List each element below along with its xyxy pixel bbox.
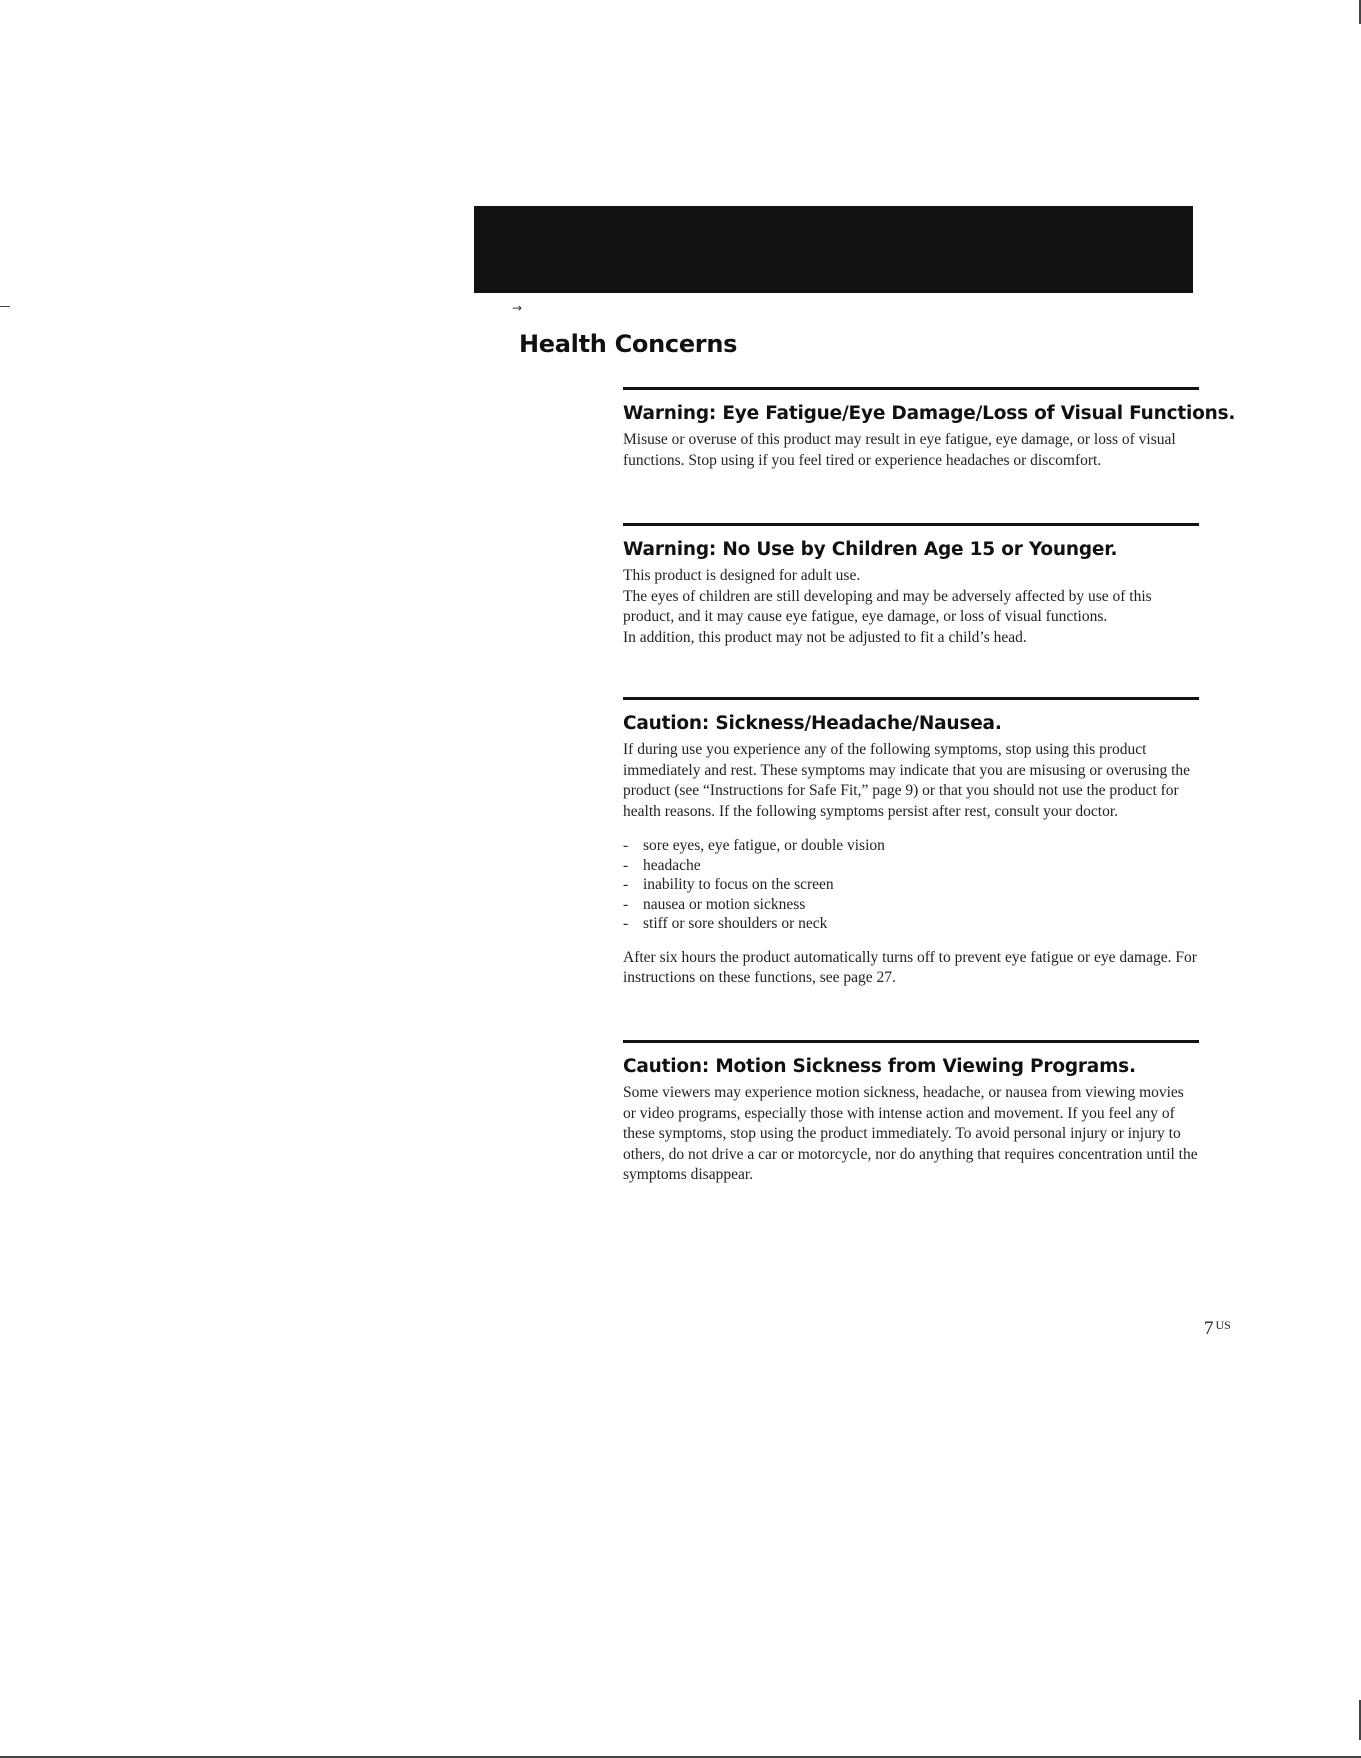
list-bullet: - xyxy=(623,895,629,913)
section-paragraph: The eyes of children are still developing and may be adversely affected by use of this product, and it may cause eye fatigue, eye damage, or loss of visual functions. xyxy=(623,587,1152,625)
section-eye-fatigue xyxy=(623,387,1236,471)
section-paragraph: If during use you experience any of the following symptoms, stop using this product immediately and rest. These symptoms may indicate that you are misusing or overusing the product (see “Instructions for Safe Fit,” page 9) or that you should not use the product for health reasons. If the following symptoms persist after rest, consult your doctor. xyxy=(623,741,1191,820)
section-heading: Warning: Eye Fatigue/Eye Damage/Loss of Visual Functions. xyxy=(623,403,1236,424)
list-bullet: - xyxy=(623,915,629,932)
page-number xyxy=(1204,1318,1231,1340)
section-heading: Caution: Motion Sickness from Viewing Programs. xyxy=(623,1056,1136,1077)
section-closing-paragraph: After six hours the product automatically turns off to prevent eye fatigue or eye damage. For instructions on these functions, see page 27. xyxy=(623,948,1197,986)
section-children-age xyxy=(623,523,1199,648)
section-heading: Caution: Sickness/Headache/Nausea. xyxy=(623,713,1002,734)
header-banner xyxy=(474,206,1193,293)
section-divider xyxy=(623,1040,1199,1043)
scan-edge-mark xyxy=(0,306,10,307)
section-heading: Warning: No Use by Children Age 15 or Younger. xyxy=(623,539,1118,560)
page-number-value: 7 xyxy=(1204,1318,1214,1339)
list-item: - sore eyes, eye fatigue, or double vision xyxy=(623,837,885,854)
list-item: - inability to focus on the screen xyxy=(623,876,834,893)
section-paragraph: This product is designed for adult use. xyxy=(623,567,861,584)
section-divider xyxy=(623,387,1199,390)
section-sickness-headache xyxy=(623,697,1199,989)
list-item: - stiff or sore shoulders or neck xyxy=(623,915,828,932)
section-divider xyxy=(623,523,1199,526)
section-paragraph: Some viewers may experience motion sickness, headache, or nausea from viewing movies or video programs, especially those with intense action and movement. If you feel any of these symptoms, stop using the product immediately. To avoid personal injury or injury to others, do not drive a car or motorcycle, nor do anything that requires concentration until the symptoms disappear. xyxy=(623,1084,1198,1183)
list-bullet: - xyxy=(623,856,629,874)
section-motion-sickness xyxy=(623,1040,1199,1186)
list-item: - nausea or motion sickness xyxy=(623,895,806,913)
list-bullet: - xyxy=(623,876,629,893)
registration-mark-icon: → xyxy=(512,301,523,315)
section-divider xyxy=(623,697,1199,700)
page-number-suffix: US xyxy=(1215,1318,1231,1332)
section-paragraph: In addition, this product may not be adjusted to fit a child’s head. xyxy=(623,628,1027,646)
list-bullet: - xyxy=(623,837,629,854)
list-item: - headache xyxy=(623,856,701,874)
page-title: Health Concerns xyxy=(519,330,738,358)
section-paragraph: Misuse or overuse of this product may result in eye fatigue, eye damage, or loss of visual functions. Stop using if you feel tired or experience headaches or discomfort. xyxy=(623,431,1176,469)
symptom-list xyxy=(623,836,1199,934)
